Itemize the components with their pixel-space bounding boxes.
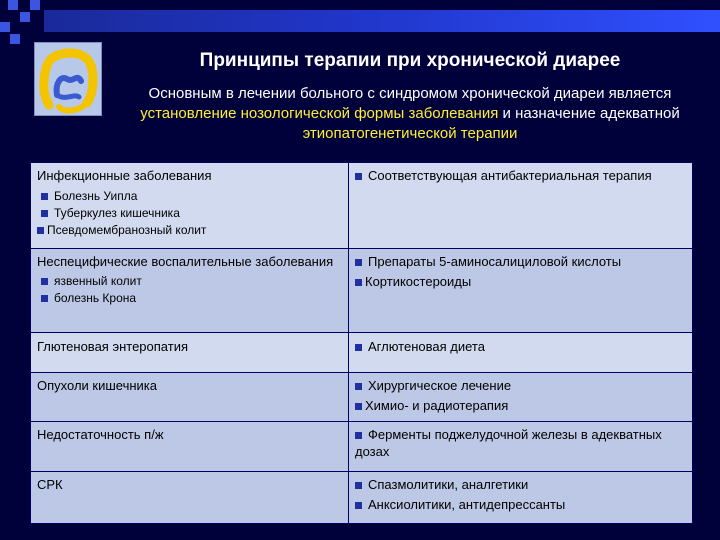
bullet-icon xyxy=(355,403,362,410)
condition-label: Неспецифические воспалительные заболевания xyxy=(37,254,334,269)
intestine-icon xyxy=(34,42,102,116)
bullet-icon xyxy=(41,278,48,285)
bullet-icon xyxy=(355,259,362,266)
table-row xyxy=(31,249,693,333)
subtitle-highlight-1: установление нозологической формы заболевания xyxy=(140,105,499,122)
condition-cell xyxy=(31,163,349,249)
subitem-label: Туберкулез кишечника xyxy=(54,206,180,220)
therapy-cell xyxy=(349,472,693,524)
bullet-icon xyxy=(355,482,362,489)
condition-label: Глютеновая энтеропатия xyxy=(37,339,188,354)
condition-label: Опухоли кишечника xyxy=(37,378,158,393)
therapy-label: Хирургическое лечение xyxy=(368,378,512,393)
top-bar-decoration xyxy=(44,10,720,32)
bullet-icon xyxy=(355,344,362,351)
therapy-label: Соответствующая антибактериальная терапия xyxy=(368,168,652,183)
subitem-label: Псевдомембранозный колит xyxy=(47,223,207,237)
therapy-cell xyxy=(349,422,693,472)
therapy-label: Ферменты поджелудочной железы в адекватных дозах xyxy=(355,427,662,459)
condition-label: Инфекционные заболевания xyxy=(37,168,212,183)
therapy-label: Аглютеновая диета xyxy=(368,339,485,354)
condition-cell xyxy=(31,373,349,422)
bullet-icon xyxy=(355,173,362,180)
therapy-label: Спазмолитики, аналгетики xyxy=(368,477,529,492)
bullet-icon xyxy=(355,502,362,509)
table-row xyxy=(31,333,693,373)
therapy-label: Препараты 5-аминосалициловой кислоты xyxy=(368,254,622,269)
table-row xyxy=(31,472,693,524)
therapy-cell xyxy=(349,249,693,333)
therapy-cell xyxy=(349,373,693,422)
bullet-icon xyxy=(355,383,362,390)
therapy-label: Анксиолитики, антидепрессанты xyxy=(368,497,566,512)
bullet-icon xyxy=(37,227,44,234)
bullet-icon xyxy=(355,432,362,439)
subitem-label: Болезнь Уипла xyxy=(54,189,138,203)
table-row xyxy=(31,422,693,472)
slide-title: Принципы терапии при хронической диарее xyxy=(199,50,621,71)
condition-label: СРК xyxy=(37,477,63,492)
therapy-label: Химио- и радиотерапия xyxy=(365,398,509,413)
condition-cell xyxy=(31,249,349,333)
bullet-icon xyxy=(41,295,48,302)
subtitle-highlight-2: этиопатогенетической терапии xyxy=(302,125,518,142)
bullet-icon xyxy=(41,210,48,217)
therapy-label: Кортикостероиды xyxy=(365,274,472,289)
bullet-icon xyxy=(41,193,48,200)
therapy-cell xyxy=(349,163,693,249)
condition-cell xyxy=(31,472,349,524)
bullet-icon xyxy=(355,279,362,286)
condition-cell xyxy=(31,333,349,373)
subitem-label: болезнь Крона xyxy=(54,291,137,305)
subitem-label: язвенный колит xyxy=(54,274,142,288)
therapy-table xyxy=(30,162,693,524)
condition-cell xyxy=(31,422,349,472)
table-row xyxy=(31,163,693,249)
therapy-cell xyxy=(349,333,693,373)
slide-subtitle xyxy=(112,84,708,144)
condition-label: Недостаточность п/ж xyxy=(37,427,164,442)
subtitle-text-2: и назначение адекватной xyxy=(498,105,680,122)
subtitle-text-1: Основным в лечении больного с синдромом хронической диареи является xyxy=(148,85,672,102)
table-row xyxy=(31,373,693,422)
